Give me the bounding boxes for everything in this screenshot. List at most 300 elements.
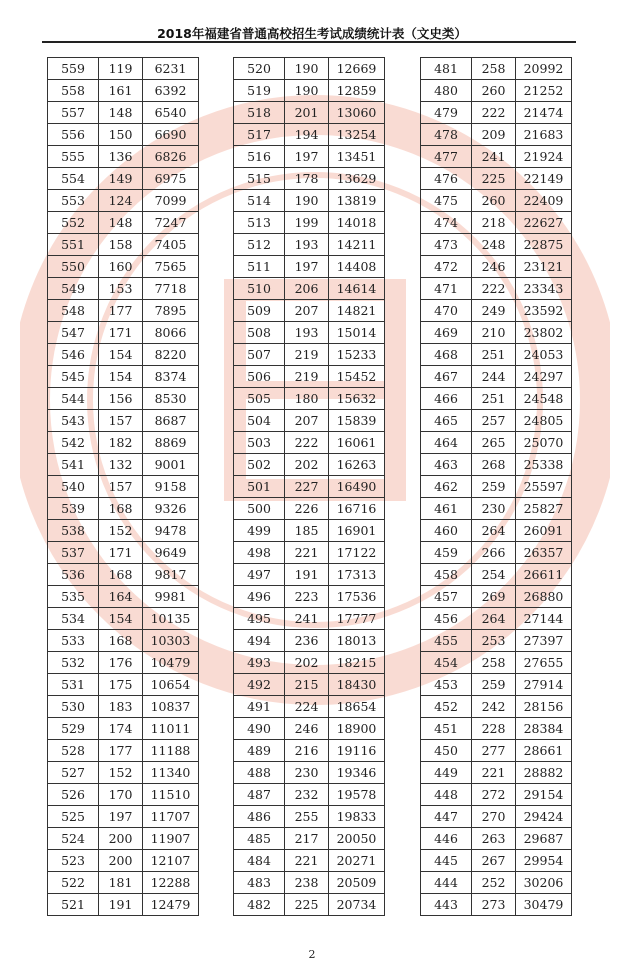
cumulative-cell: 11188 — [143, 740, 199, 762]
table-row — [421, 740, 572, 762]
count-cell: 201 — [285, 102, 329, 124]
table-row — [421, 806, 572, 828]
count-cell: 254 — [472, 564, 516, 586]
table-row — [421, 454, 572, 476]
cumulative-cell: 25338 — [516, 454, 572, 476]
table-row — [234, 388, 385, 410]
score-cell: 511 — [234, 256, 285, 278]
count-cell: 277 — [472, 740, 516, 762]
page-title: 2018年福建省普通高校招生考试成绩统计表（文史类） — [157, 26, 467, 41]
table-row — [48, 476, 199, 498]
score-cell: 493 — [234, 652, 285, 674]
score-cell: 553 — [48, 190, 99, 212]
cumulative-cell: 7718 — [143, 278, 199, 300]
score-cell: 472 — [421, 256, 472, 278]
score-cell: 512 — [234, 234, 285, 256]
count-cell: 270 — [472, 806, 516, 828]
count-cell: 168 — [99, 564, 143, 586]
count-cell: 158 — [99, 234, 143, 256]
score-cell: 554 — [48, 168, 99, 190]
count-cell: 207 — [285, 300, 329, 322]
table-row — [421, 520, 572, 542]
score-cell: 461 — [421, 498, 472, 520]
cumulative-cell: 13819 — [329, 190, 385, 212]
score-cell: 448 — [421, 784, 472, 806]
table-row — [421, 674, 572, 696]
count-cell: 218 — [472, 212, 516, 234]
score-cell: 505 — [234, 388, 285, 410]
count-cell: 222 — [472, 102, 516, 124]
score-cell: 513 — [234, 212, 285, 234]
score-cell: 460 — [421, 520, 472, 542]
table-row — [234, 168, 385, 190]
score-cell: 537 — [48, 542, 99, 564]
cumulative-cell: 13629 — [329, 168, 385, 190]
cumulative-cell: 14408 — [329, 256, 385, 278]
count-cell: 258 — [472, 652, 516, 674]
count-cell: 194 — [285, 124, 329, 146]
table-row — [234, 146, 385, 168]
cumulative-cell: 8869 — [143, 432, 199, 454]
cumulative-cell: 13451 — [329, 146, 385, 168]
count-cell: 206 — [285, 278, 329, 300]
table-row — [48, 454, 199, 476]
table-row — [48, 278, 199, 300]
table-row — [421, 696, 572, 718]
cumulative-cell: 7099 — [143, 190, 199, 212]
score-cell: 538 — [48, 520, 99, 542]
count-cell: 148 — [99, 212, 143, 234]
table-row — [421, 872, 572, 894]
count-cell: 249 — [472, 300, 516, 322]
cumulative-cell: 8220 — [143, 344, 199, 366]
cumulative-cell: 30479 — [516, 894, 572, 916]
cumulative-cell: 18013 — [329, 630, 385, 652]
score-cell: 520 — [234, 58, 285, 80]
score-cell: 542 — [48, 432, 99, 454]
cumulative-cell: 14211 — [329, 234, 385, 256]
count-cell: 168 — [99, 498, 143, 520]
cumulative-cell: 9001 — [143, 454, 199, 476]
score-cell: 524 — [48, 828, 99, 850]
cumulative-cell: 28156 — [516, 696, 572, 718]
count-cell: 216 — [285, 740, 329, 762]
score-cell: 464 — [421, 432, 472, 454]
cumulative-cell: 17777 — [329, 608, 385, 630]
cumulative-cell: 18654 — [329, 696, 385, 718]
count-cell: 266 — [472, 542, 516, 564]
table-row — [421, 366, 572, 388]
table-row — [48, 542, 199, 564]
score-cell: 483 — [234, 872, 285, 894]
score-cell: 479 — [421, 102, 472, 124]
count-cell: 197 — [285, 256, 329, 278]
table-row — [234, 630, 385, 652]
count-cell: 251 — [472, 344, 516, 366]
count-cell: 193 — [285, 234, 329, 256]
score-cell: 509 — [234, 300, 285, 322]
count-cell: 170 — [99, 784, 143, 806]
score-cell: 530 — [48, 696, 99, 718]
score-cell: 456 — [421, 608, 472, 630]
score-cell: 546 — [48, 344, 99, 366]
count-cell: 244 — [472, 366, 516, 388]
score-cell: 450 — [421, 740, 472, 762]
score-cell: 490 — [234, 718, 285, 740]
table-row — [234, 674, 385, 696]
table-row — [421, 894, 572, 916]
cumulative-cell: 21683 — [516, 124, 572, 146]
score-cell: 515 — [234, 168, 285, 190]
table-row — [48, 146, 199, 168]
count-cell: 191 — [99, 894, 143, 916]
score-table-1 — [47, 57, 199, 916]
score-cell: 455 — [421, 630, 472, 652]
table-row — [421, 652, 572, 674]
score-cell: 466 — [421, 388, 472, 410]
table-row — [48, 784, 199, 806]
table-row — [48, 762, 199, 784]
score-cell: 521 — [48, 894, 99, 916]
score-cell: 478 — [421, 124, 472, 146]
count-cell: 268 — [472, 454, 516, 476]
table-row — [234, 102, 385, 124]
cumulative-cell: 14821 — [329, 300, 385, 322]
cumulative-cell: 15014 — [329, 322, 385, 344]
cumulative-cell: 11011 — [143, 718, 199, 740]
cumulative-cell: 10303 — [143, 630, 199, 652]
count-cell: 221 — [285, 850, 329, 872]
score-cell: 555 — [48, 146, 99, 168]
score-cell: 463 — [421, 454, 472, 476]
score-cell: 526 — [48, 784, 99, 806]
table-row — [421, 564, 572, 586]
table-row — [421, 344, 572, 366]
cumulative-cell: 19346 — [329, 762, 385, 784]
table-row — [421, 432, 572, 454]
table-row — [234, 80, 385, 102]
table-row — [421, 322, 572, 344]
score-cell: 491 — [234, 696, 285, 718]
table-row — [421, 124, 572, 146]
cumulative-cell: 8066 — [143, 322, 199, 344]
table-row — [234, 278, 385, 300]
score-cell: 529 — [48, 718, 99, 740]
cumulative-cell: 29424 — [516, 806, 572, 828]
cumulative-cell: 11340 — [143, 762, 199, 784]
table-row — [48, 102, 199, 124]
table-row — [48, 388, 199, 410]
table-row — [234, 476, 385, 498]
score-cell: 492 — [234, 674, 285, 696]
table-row — [48, 80, 199, 102]
cumulative-cell: 9478 — [143, 520, 199, 542]
score-cell: 481 — [421, 58, 472, 80]
score-cell: 558 — [48, 80, 99, 102]
count-cell: 200 — [99, 850, 143, 872]
cumulative-cell: 29687 — [516, 828, 572, 850]
cumulative-cell: 12859 — [329, 80, 385, 102]
score-cell: 475 — [421, 190, 472, 212]
cumulative-cell: 23592 — [516, 300, 572, 322]
score-cell: 473 — [421, 234, 472, 256]
table-row — [234, 586, 385, 608]
score-cell: 507 — [234, 344, 285, 366]
cumulative-cell: 8374 — [143, 366, 199, 388]
cumulative-cell: 29154 — [516, 784, 572, 806]
score-cell: 532 — [48, 652, 99, 674]
cumulative-cell: 7895 — [143, 300, 199, 322]
count-cell: 223 — [285, 586, 329, 608]
score-cell: 559 — [48, 58, 99, 80]
score-cell: 550 — [48, 256, 99, 278]
score-cell: 446 — [421, 828, 472, 850]
cumulative-cell: 19833 — [329, 806, 385, 828]
table-row — [421, 80, 572, 102]
count-cell: 193 — [285, 322, 329, 344]
cumulative-cell: 10479 — [143, 652, 199, 674]
cumulative-cell: 16263 — [329, 454, 385, 476]
count-cell: 182 — [99, 432, 143, 454]
table-row — [48, 322, 199, 344]
score-cell: 519 — [234, 80, 285, 102]
cumulative-cell: 22149 — [516, 168, 572, 190]
score-cell: 527 — [48, 762, 99, 784]
table-row — [421, 762, 572, 784]
table-row — [234, 344, 385, 366]
table-row — [234, 256, 385, 278]
cumulative-cell: 7565 — [143, 256, 199, 278]
score-cell: 452 — [421, 696, 472, 718]
count-cell: 228 — [472, 718, 516, 740]
cumulative-cell: 21924 — [516, 146, 572, 168]
score-cell: 541 — [48, 454, 99, 476]
cumulative-cell: 8687 — [143, 410, 199, 432]
table-row — [234, 894, 385, 916]
cumulative-cell: 20050 — [329, 828, 385, 850]
table-row — [234, 828, 385, 850]
table-row — [234, 872, 385, 894]
score-cell: 498 — [234, 542, 285, 564]
table-row — [421, 630, 572, 652]
cumulative-cell: 10837 — [143, 696, 199, 718]
score-cell: 556 — [48, 124, 99, 146]
score-cell: 453 — [421, 674, 472, 696]
score-cell: 551 — [48, 234, 99, 256]
score-cell: 543 — [48, 410, 99, 432]
count-cell: 199 — [285, 212, 329, 234]
count-cell: 224 — [285, 696, 329, 718]
table-row — [48, 432, 199, 454]
count-cell: 148 — [99, 102, 143, 124]
score-cell: 447 — [421, 806, 472, 828]
table-row — [234, 454, 385, 476]
table-row — [48, 586, 199, 608]
cumulative-cell: 6540 — [143, 102, 199, 124]
count-cell: 222 — [285, 432, 329, 454]
count-cell: 255 — [285, 806, 329, 828]
count-cell: 225 — [285, 894, 329, 916]
table-row — [234, 696, 385, 718]
score-cell: 488 — [234, 762, 285, 784]
score-cell: 454 — [421, 652, 472, 674]
count-cell: 177 — [99, 740, 143, 762]
score-cell: 508 — [234, 322, 285, 344]
cumulative-cell: 14614 — [329, 278, 385, 300]
count-cell: 251 — [472, 388, 516, 410]
count-cell: 181 — [99, 872, 143, 894]
cumulative-cell: 12107 — [143, 850, 199, 872]
cumulative-cell: 19578 — [329, 784, 385, 806]
cumulative-cell: 23343 — [516, 278, 572, 300]
score-cell: 499 — [234, 520, 285, 542]
cumulative-cell: 24053 — [516, 344, 572, 366]
table-row — [421, 608, 572, 630]
table-row — [48, 806, 199, 828]
count-cell: 221 — [285, 542, 329, 564]
table-row — [48, 168, 199, 190]
cumulative-cell: 15233 — [329, 344, 385, 366]
score-cell: 451 — [421, 718, 472, 740]
table-row — [48, 124, 199, 146]
cumulative-cell: 27914 — [516, 674, 572, 696]
table-row — [48, 256, 199, 278]
table-row — [421, 784, 572, 806]
score-cell: 500 — [234, 498, 285, 520]
count-cell: 230 — [285, 762, 329, 784]
count-cell: 168 — [99, 630, 143, 652]
score-cell: 443 — [421, 894, 472, 916]
table-row — [234, 520, 385, 542]
table-row — [48, 234, 199, 256]
cumulative-cell: 26091 — [516, 520, 572, 542]
cumulative-cell: 14018 — [329, 212, 385, 234]
table-row — [48, 300, 199, 322]
table-row — [234, 366, 385, 388]
table-row — [421, 168, 572, 190]
count-cell: 152 — [99, 762, 143, 784]
score-table-2 — [233, 57, 385, 916]
table-row — [48, 58, 199, 80]
table-row — [48, 674, 199, 696]
cumulative-cell: 11510 — [143, 784, 199, 806]
count-cell: 263 — [472, 828, 516, 850]
table-row — [234, 652, 385, 674]
title-underline — [42, 41, 576, 43]
count-cell: 252 — [472, 872, 516, 894]
table-row — [421, 256, 572, 278]
count-cell: 219 — [285, 366, 329, 388]
score-cell: 548 — [48, 300, 99, 322]
score-cell: 496 — [234, 586, 285, 608]
cumulative-cell: 25070 — [516, 432, 572, 454]
score-cell: 471 — [421, 278, 472, 300]
table-row — [48, 212, 199, 234]
count-cell: 171 — [99, 322, 143, 344]
cumulative-cell: 10654 — [143, 674, 199, 696]
score-cell: 480 — [421, 80, 472, 102]
score-cell: 476 — [421, 168, 472, 190]
cumulative-cell: 18215 — [329, 652, 385, 674]
table-row — [421, 850, 572, 872]
cumulative-cell: 25827 — [516, 498, 572, 520]
score-cell: 494 — [234, 630, 285, 652]
count-cell: 164 — [99, 586, 143, 608]
cumulative-cell: 21474 — [516, 102, 572, 124]
count-cell: 215 — [285, 674, 329, 696]
table-row — [234, 58, 385, 80]
score-cell: 516 — [234, 146, 285, 168]
score-cell: 445 — [421, 850, 472, 872]
count-cell: 154 — [99, 366, 143, 388]
score-cell: 484 — [234, 850, 285, 872]
table-row — [234, 718, 385, 740]
count-cell: 177 — [99, 300, 143, 322]
score-cell: 544 — [48, 388, 99, 410]
count-cell: 265 — [472, 432, 516, 454]
cumulative-cell: 11907 — [143, 828, 199, 850]
cumulative-cell: 13254 — [329, 124, 385, 146]
cumulative-cell: 7405 — [143, 234, 199, 256]
table-row — [234, 124, 385, 146]
cumulative-cell: 8530 — [143, 388, 199, 410]
cumulative-cell: 16901 — [329, 520, 385, 542]
cumulative-cell: 17313 — [329, 564, 385, 586]
count-cell: 236 — [285, 630, 329, 652]
cumulative-cell: 29954 — [516, 850, 572, 872]
cumulative-cell: 9817 — [143, 564, 199, 586]
cumulative-cell: 25597 — [516, 476, 572, 498]
count-cell: 232 — [285, 784, 329, 806]
count-cell: 190 — [285, 190, 329, 212]
count-cell: 119 — [99, 58, 143, 80]
cumulative-cell: 12288 — [143, 872, 199, 894]
table-row — [421, 718, 572, 740]
count-cell: 150 — [99, 124, 143, 146]
count-cell: 200 — [99, 828, 143, 850]
score-cell: 534 — [48, 608, 99, 630]
count-cell: 124 — [99, 190, 143, 212]
page-number: 2 — [308, 948, 316, 961]
cumulative-cell: 17122 — [329, 542, 385, 564]
count-cell: 176 — [99, 652, 143, 674]
cumulative-cell: 22875 — [516, 234, 572, 256]
table-row — [421, 410, 572, 432]
cumulative-cell: 16490 — [329, 476, 385, 498]
count-cell: 248 — [472, 234, 516, 256]
score-cell: 504 — [234, 410, 285, 432]
count-cell: 221 — [472, 762, 516, 784]
count-cell: 259 — [472, 476, 516, 498]
score-cell: 533 — [48, 630, 99, 652]
count-cell: 136 — [99, 146, 143, 168]
table-row — [234, 564, 385, 586]
count-cell: 273 — [472, 894, 516, 916]
score-cell: 468 — [421, 344, 472, 366]
cumulative-cell: 24805 — [516, 410, 572, 432]
count-cell: 264 — [472, 520, 516, 542]
cumulative-cell: 18430 — [329, 674, 385, 696]
cumulative-cell: 6975 — [143, 168, 199, 190]
count-cell: 260 — [472, 80, 516, 102]
count-cell: 267 — [472, 850, 516, 872]
count-cell: 257 — [472, 410, 516, 432]
count-cell: 190 — [285, 80, 329, 102]
table-row — [48, 410, 199, 432]
count-cell: 222 — [472, 278, 516, 300]
cumulative-cell: 6231 — [143, 58, 199, 80]
table-row — [48, 718, 199, 740]
